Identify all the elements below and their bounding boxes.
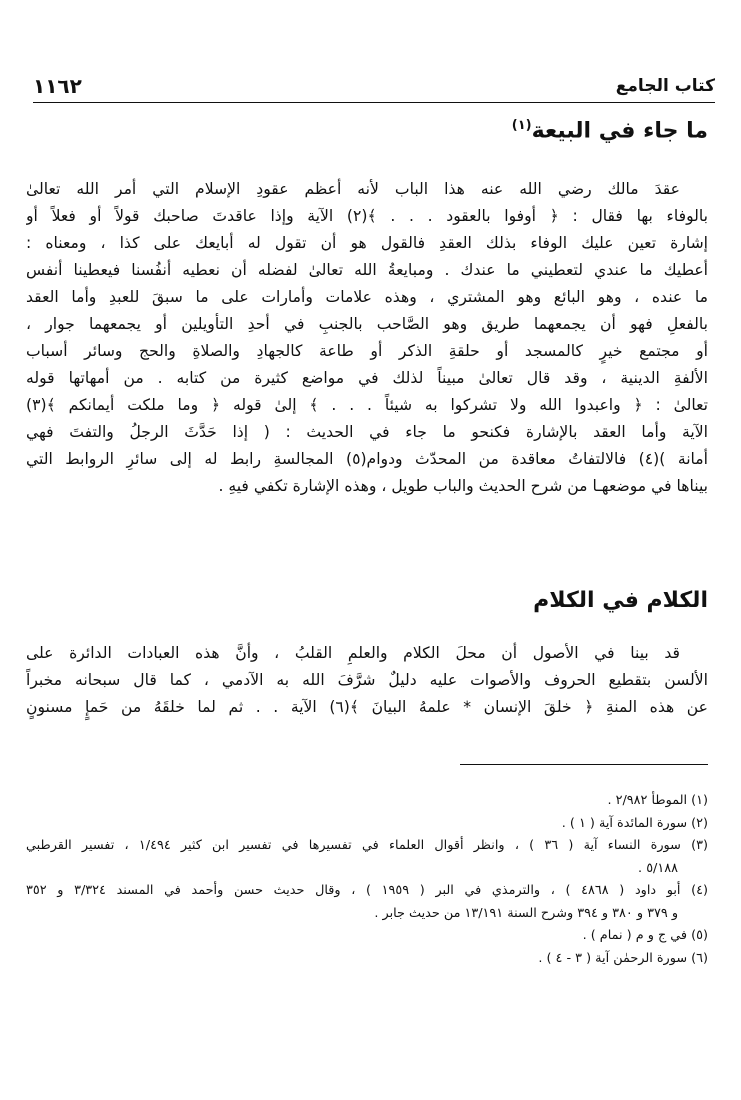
footnote: (٣) سورة النساء آية ( ٣٦ ) ، وانظر أقوال العلماء في تفسيرها في تفسير ابن كثير ١/٤٩٤ ، تفسير القرطبي (26, 838, 708, 853)
text-line: بالفعلِ فهو أن يجمعهما طريق وهو الصَّاحب بالجنبِ في أحدِ التأويلين أو يجمعهما جوار ، (26, 315, 708, 333)
text-line: أعطيك ما عندي لتعطيني ما عندك . ومبايعةُ الله تعالىٰ لفضله أن نعطيه أنفُسنا فيعطينا أنفس (26, 261, 708, 279)
text-line: قد بينا في الأصول أن محلَ الكلام والعلمِ القلبُ ، وأنَّ هذه العبادات الدائرة على (26, 644, 680, 662)
footnote-ref: (١) (511, 118, 532, 133)
footnote: (٤) أبو داود ( ٤٨٦٨ ) ، والترمذي في البر ( ١٩٥٩ ) ، وقال حديث حسن وأحمد في المسند ٣/٣٢٤ و ٣٥٢ (26, 883, 708, 898)
footnote-continuation: و ٣٧٩ و ٣٨٠ و ٣٩٤ وشرح السنة ١٣/١٩١ من حديث جابر . (374, 905, 678, 921)
section-body-kalam (26, 640, 708, 721)
footnote: (٢) سورة المائدة آية ( ١ ) . (561, 815, 708, 831)
section-body-bayah (26, 176, 708, 500)
section-title: الكلام في الكلام (533, 588, 708, 613)
text-line: تعالىٰ : ﴿ واعبدوا الله ولا تشركوا به شيئاً . . . ﴾ إلىٰ قوله ﴿ وما ملكت أيمانكم ﴾(٣) (26, 396, 708, 414)
text-line: ما عنده ، وهو البائع وهو المشتري ، وهذه علامات وأمارات على ما سبقَ للعبدِ وأما العقد (26, 288, 708, 306)
text-line: الألفةِ الدينية ، وقد قال تعالىٰ مبيناً لذلك في مواضع كثيرة من كتابه . من أمهاتها قوله (26, 369, 708, 387)
page-number: ١١٦٢ (33, 74, 82, 98)
text-line: أو مجتمع خيرٍ كالمسجد أو حلقةِ الذكر أو طاعة كالجهادِ والصلاةِ والحج وسائر أسباب (26, 342, 708, 360)
section-title: ما جاء في البيعة (531, 118, 708, 144)
footnote-divider (460, 764, 708, 765)
footnote: (٦) سورة الرحمٰن آية ( ٣ - ٤ ) . (538, 950, 708, 966)
footnote: (١) الموطأ ٢/٩٨٢ . (607, 793, 708, 808)
text-line: عقدَ مالك رضي الله عنه هذا الباب لأنه أعظم عقودِ الإسلام التي أمر الله تعالىٰ (26, 180, 680, 198)
text-line: بيناها في موضعهـا من شرح الحديث والباب طويل ، وهذه الإشارة تكفي فيهِ . (218, 477, 708, 495)
section-heading-bayah (512, 118, 708, 143)
text-line: أمانة )(٤) فالالتفاتُ معاقدة من المحدّث ودوام(٥) المجالسةِ رابط له إلى سائرِ الروابط التي (26, 450, 708, 468)
text-line: الألسن بتقطيع الحروف والأصوات عليه دليلٌ شرَّفَ الله به الآدمي ، كما قال سبحانه مخبراً (26, 671, 708, 689)
footnote: (٥) في ج و م ( نمام ) . (582, 928, 708, 943)
footnotes (26, 790, 708, 970)
footnote-continuation: ٥/١٨٨ . (638, 860, 678, 876)
book-title: كتاب الجامع (615, 76, 715, 96)
running-header (33, 74, 715, 103)
text-line: إشارة تعين عليك الوفاء بذلك العقدِ فالقول هو أن تقول له أبايعك على كذا ، ومعناه : (26, 234, 708, 252)
text-line: الآية وأما العقد بالإشارة فكنحو ما جاء في الحديث : ( إذا حَدَّثَ الرجلُ والتفتَ فهي (26, 423, 708, 441)
text-line: عن هذه المنةِ ﴿ خلقَ الإنسان * علمهُ البيانَ ﴾(٦) الآية . . ثم لما خلقَهُ من حَمإٍ مسنونٍ (26, 698, 708, 716)
section-heading-kalam (533, 588, 708, 613)
text-line: بالوفاء بها فقال : ﴿ أوفوا بالعقود . . . ﴾(٢) الآية وإذا عاقدتَ صاحبك قولاً أو فعلاً أو (26, 207, 708, 225)
